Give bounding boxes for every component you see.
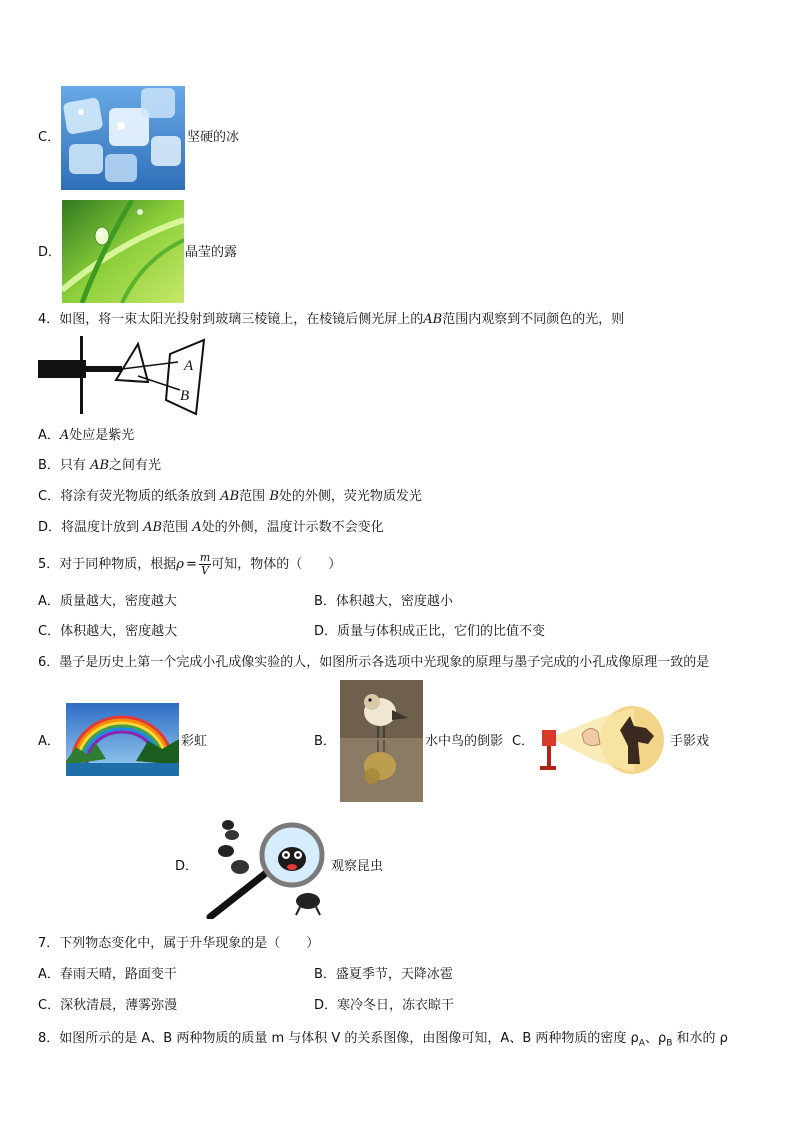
q5-option-d: D．质量与体积成正比，它们的比值不变 bbox=[314, 624, 546, 639]
magnifier-ants-image bbox=[200, 809, 330, 919]
q7-option-a: A．春雨天晴，路面变干 bbox=[38, 967, 177, 982]
q7-option-d: D．寒冷冬日，冻衣晾干 bbox=[314, 998, 455, 1013]
q5-stem: 5．对于同种物质，根据ρ = $\frac{m}{V}$ 可知，物体的（ ） bbox=[38, 551, 342, 577]
q6-option-a-letter: A． bbox=[38, 734, 60, 749]
q5-option-b: B．体积越大，密度越小 bbox=[314, 594, 453, 609]
bird-reflection-image bbox=[340, 680, 423, 802]
q6-option-b-letter: B． bbox=[314, 734, 336, 749]
q3-option-d-text: 晶莹的露 bbox=[185, 245, 238, 260]
rho-symbol: ρ bbox=[176, 557, 184, 572]
q5-option-a: A．质量越大，密度越大 bbox=[38, 594, 177, 609]
q7-option-c: C．深秋清晨，薄雾弥漫 bbox=[38, 998, 178, 1013]
ice-cubes-image bbox=[61, 86, 185, 190]
q7-stem: 7．下列物态变化中，属于升华现象的是（ ） bbox=[38, 936, 320, 951]
q6-option-d-text: 观察昆虫 bbox=[331, 859, 384, 874]
q4-option-a: A．A处应是紫光 bbox=[38, 428, 135, 443]
q6-option-c-letter: C． bbox=[512, 734, 535, 749]
q3-option-d-letter: D． bbox=[38, 245, 62, 260]
hand-shadow-image bbox=[538, 704, 665, 776]
q3-option-c-text: 坚硬的冰 bbox=[187, 130, 240, 145]
q3-option-c-letter: C． bbox=[38, 130, 61, 145]
q6-option-c-text: 手影戏 bbox=[670, 734, 710, 749]
rainbow-image bbox=[66, 703, 179, 776]
q7-option-b: B．盛夏季节，天降冰雹 bbox=[314, 967, 453, 982]
prism-diagram bbox=[38, 336, 208, 416]
q4-option-c: C．将涂有荧光物质的纸条放到 AB范围 B处的外侧，荧光物质发光 bbox=[38, 489, 422, 504]
q6-stem: 6．墨子是历史上第一个完成小孔成像实验的人，如图所示各选项中光现象的原理与墨子完成的小孔成像原理一致的是 bbox=[38, 655, 710, 670]
prism-label-a: A bbox=[184, 358, 194, 374]
q6-option-a-text: 彩虹 bbox=[181, 734, 208, 749]
q4-stem: 4．如图，将一束太阳光投射到玻璃三棱镜上，在棱镜后侧光屏上的AB范围内观察到不同颜色的光，则 bbox=[38, 312, 625, 327]
density-fraction: $\frac{m}{V}$ bbox=[199, 551, 211, 577]
q5-option-c: C．体积越大，密度越大 bbox=[38, 624, 178, 639]
q6-option-d-letter: D． bbox=[175, 859, 199, 874]
q8-stem: 8．如图所示的是 A、B 两种物质的质量 m 与体积 V 的关系图像，由图像可知，A、B 两种物质的密度 $\rho_A$、$\rho_B$ 和水的 ρ bbox=[38, 1031, 728, 1049]
q6-option-b-text: 水中鸟的倒影 bbox=[425, 734, 504, 749]
q4-option-b: B．只有 AB之间有光 bbox=[38, 458, 162, 473]
q4-option-d: D．将温度计放到 AB范围 A处的外侧，温度计示数不会变化 bbox=[38, 520, 384, 535]
dew-grass-image bbox=[62, 200, 184, 303]
prism-label-b: B bbox=[180, 388, 190, 404]
